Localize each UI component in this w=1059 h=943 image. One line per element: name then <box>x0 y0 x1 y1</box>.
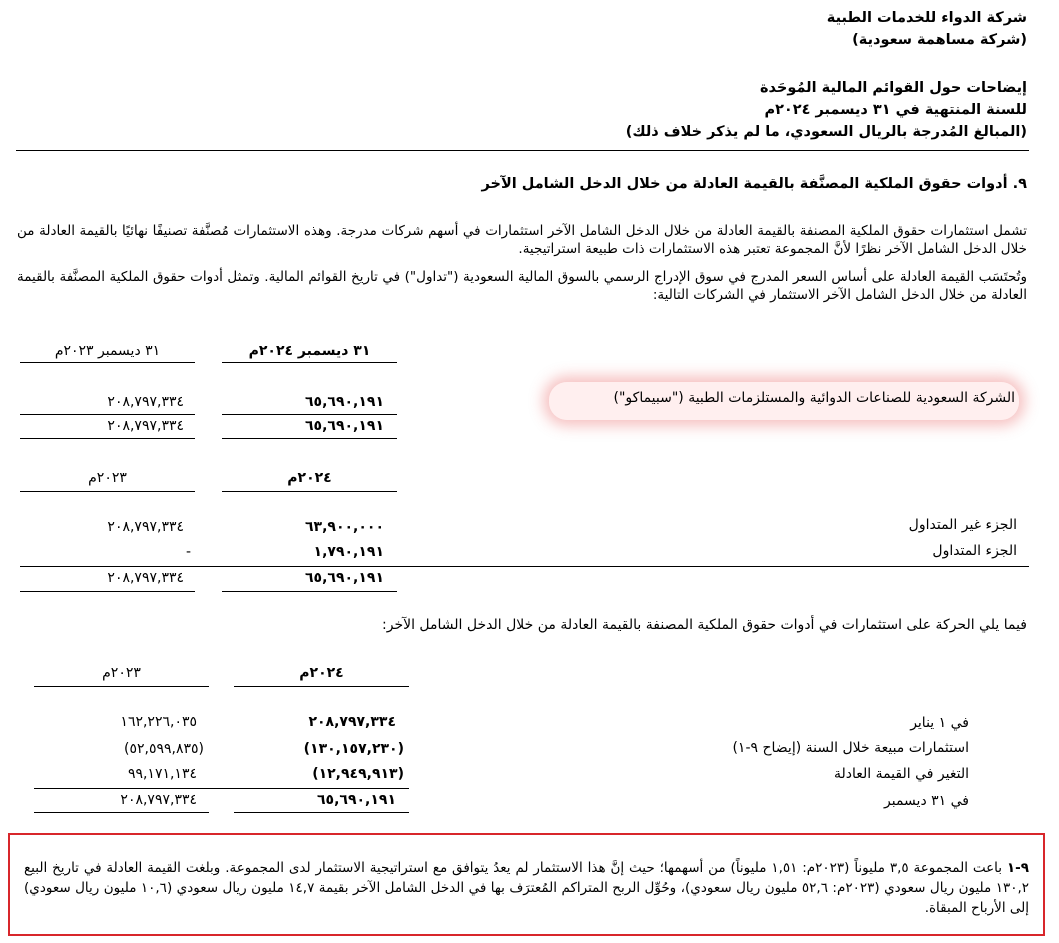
table2-col-2023-underline <box>20 491 195 492</box>
table2-row-noncurrent-label: الجزء غير المتداول <box>908 517 1017 533</box>
table1-total-2024: ٦٥,٦٩٠,١٩١ <box>305 418 384 434</box>
table2-row-noncurrent-2023: ٢٠٨,٧٩٧,٣٣٤ <box>107 519 184 535</box>
table1-col-2023-underline <box>20 362 195 363</box>
movement-subtotal-line <box>34 788 409 789</box>
table2-total-line-2024 <box>222 591 397 592</box>
movement-closing-label: في ٣١ ديسمبر <box>884 793 969 809</box>
movement-col-2023-underline <box>34 686 209 687</box>
table2-col-2024: ٢٠٢٤م <box>287 470 332 486</box>
movement-row-sold-2023: (٥٢,٥٩٩,٨٣٥) <box>124 741 204 757</box>
table1-col-2023: ٣١ ديسمبر ٢٠٢٣م <box>54 343 161 359</box>
movement-row-fairvalue-label: التغير في القيمة العادلة <box>833 766 969 782</box>
movement-row-fairvalue-2024: (١٢,٩٤٩,٩١٣) <box>312 766 404 782</box>
movement-total-line-2024 <box>234 812 409 813</box>
note-number: ٩-١ <box>1006 860 1030 876</box>
movement-closing-2023: ٢٠٨,٧٩٧,٣٣٤ <box>120 792 197 808</box>
movement-col-2024-underline <box>234 686 409 687</box>
section-paragraph-1: تشمل استثمارات حقوق الملكية المصنفة بالقيمة العادلة من خلال الدخل الشامل الآخر استثمارات في أسهم شركات مدرجة. وهذه الاستثمارات مُصنَّفة تصنيفًا نهائيًا بالقيمة العادلة من خلال الدخل الشامل الآخر نظرًا لأنَّ المجموعة تعتبر هذه الاستثمارات ذات طبيعة استراتيجية. <box>17 223 1027 257</box>
table1-row-2024: ٦٥,٦٩٠,١٩١ <box>305 394 384 410</box>
movement-col-2023: ٢٠٢٣م <box>102 665 141 681</box>
movement-closing-2024: ٦٥,٦٩٠,١٩١ <box>317 792 396 808</box>
table1-row-2023: ٢٠٨,٧٩٧,٣٣٤ <box>107 394 184 410</box>
table1-col-2024-underline <box>222 362 397 363</box>
table1-total-2023: ٢٠٨,٧٩٧,٣٣٤ <box>107 418 184 434</box>
movement-row-fairvalue-2023: ٩٩,١٧١,١٣٤ <box>127 766 197 782</box>
movement-total-line-2023 <box>34 812 209 813</box>
table2-row-current-2024: ١,٧٩٠,١٩١ <box>313 544 384 560</box>
section-paragraph-2: وتُحتَسَب القيمة العادلة على أساس السعر المدرج في سوق الإدراج الرسمي بالسوق المالية السعودية ("تداول") في تاريخ القوائم المالية. وتمثل أدوات حقوق الملكية المصنَّفة بالقيمة العادلة من خلال الدخل الشامل الآخر الاستثمار في الشركات التالية: <box>17 269 1027 303</box>
section-heading: ٩. أدوات حقوق الملكية المصنَّفة بالقيمة العادلة من خلال الدخل الشامل الآخر <box>481 176 1027 192</box>
table2-col-2023: ٢٠٢٣م <box>88 470 127 486</box>
table2-subtotal-line <box>20 566 1029 567</box>
table2-col-2024-underline <box>222 491 397 492</box>
table2-total-2023: ٢٠٨,٧٩٧,٣٣٤ <box>107 570 184 586</box>
movement-row-opening-2024: ٢٠٨,٧٩٧,٣٣٤ <box>308 714 396 730</box>
company-type: (شركة مساهمة سعودية) <box>852 32 1027 48</box>
movement-row-opening-label: في ١ يناير <box>910 715 969 731</box>
currency-note: (المبالغ المُدرجة بالريال السعودي، ما لم يذكر خلاف ذلك) <box>625 124 1027 140</box>
period: للسنة المنتهية في ٣١ ديسمبر ٢٠٢٤م <box>764 102 1027 118</box>
table2-total-2024: ٦٥,٦٩٠,١٩١ <box>305 570 384 586</box>
header-divider <box>16 150 1029 151</box>
table2-row-noncurrent-2024: ٦٣,٩٠٠,٠٠٠ <box>305 519 384 535</box>
table1-col-2024: ٣١ ديسمبر ٢٠٢٤م <box>248 343 371 359</box>
table2-total-line-2023 <box>20 591 195 592</box>
note-paragraph <box>24 858 1029 918</box>
table1-subtotal-line-2023 <box>20 414 195 415</box>
movement-col-2024: ٢٠٢٤م <box>299 665 344 681</box>
table2-row-current-label: الجزء المتداول <box>932 543 1017 559</box>
movement-row-sold-2024: (١٣٠,١٥٧,٢٣٠) <box>303 741 404 757</box>
movement-row-sold-label: استثمارات مبيعة خلال السنة (إيضاح ٩-١) <box>732 740 969 756</box>
table1-row-label: الشركة السعودية للصناعات الدوائية والمستلزمات الطبية ("سبيماكو") <box>613 390 1015 406</box>
company-name: شركة الدواء للخدمات الطبية <box>826 10 1027 26</box>
table2-row-current-2023: - <box>185 544 191 560</box>
movement-row-opening-2023: ١٦٢,٢٢٦,٠٣٥ <box>120 714 197 730</box>
movement-intro: فيما يلي الحركة على استثمارات في أدوات حقوق الملكية المصنفة بالقيمة العادلة من خلال الدخل الشامل الآخر: <box>382 617 1027 633</box>
table1-total-line-2024 <box>222 438 397 439</box>
table1-subtotal-line <box>222 414 397 415</box>
table1-total-line-2023 <box>20 438 195 439</box>
statement-title: إيضاحات حول القوائم المالية المُوحَدة <box>759 80 1027 96</box>
note-text: باعت المجموعة ٣,٥ مليوناً (٢٠٢٣م: ١,٥١ مليوناً) من أسهمها؛ حيث إنَّ هذا الاستثمار لم يعدُ يتوافق مع استراتيجية الاستثمار لدى المجموعة. وبلغت القيمة العادلة في تاريخ البيع ١٣٠,٢ مليون ريال سعودي (٢٠٢٣م: ٥٢,٦ مليون ريال سعودي)، وحُوِّل الربح المتراكم المُعترَف بها في الدخل الشامل الآخر بقيمة ١٤,٧ مليون ريال سعودي (١٠,٦ مليون ريال سعودي) إلى الأرباح المبقاة. <box>24 860 1029 916</box>
